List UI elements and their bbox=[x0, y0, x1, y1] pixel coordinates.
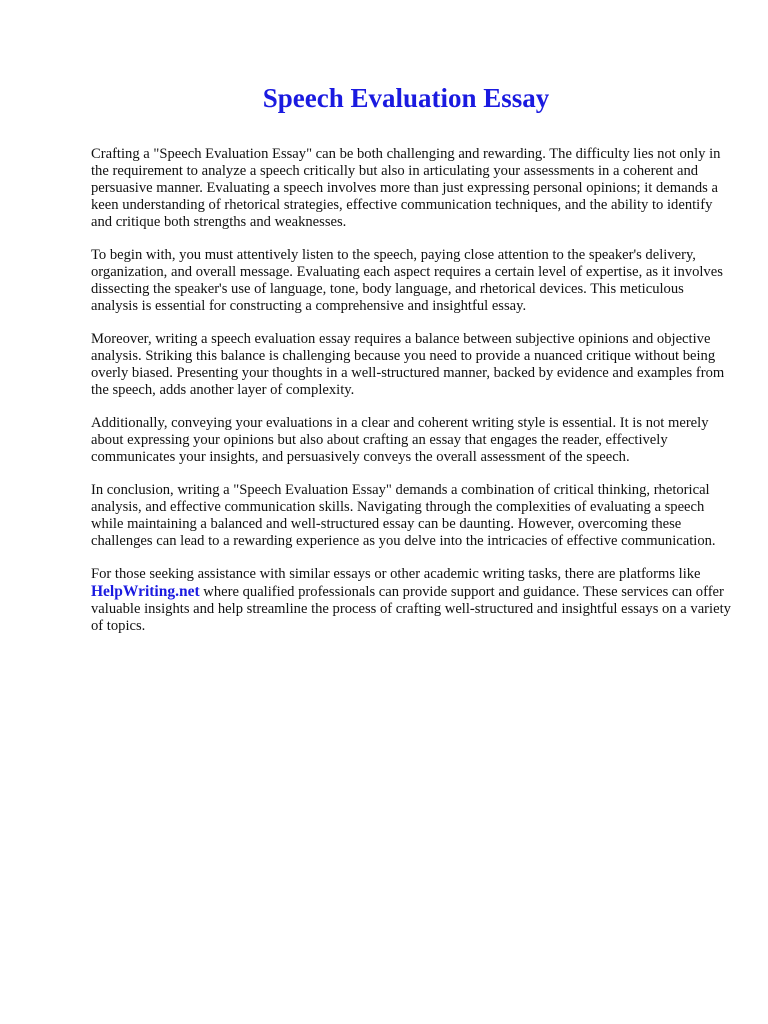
page-title: Speech Evaluation Essay bbox=[262, 83, 550, 113]
paragraph-conclusion: In conclusion, writing a "Speech Evaluation Essay" demands a combination of critical thinking, rhetorical analysis, and effective communication skills. Navigating through the complexities of evaluating a speech while maintaining a balanced and well-structured essay can be daunting. However, overcoming these challenges can lead to a rewarding experience as you delve into the intricacies of effective communication. bbox=[91, 482, 716, 549]
closing-text-before: For those seeking assistance with similar essays or other academic writing tasks, there are platforms like bbox=[91, 566, 701, 582]
document-body bbox=[91, 146, 731, 651]
helpwriting-link[interactable]: HelpWriting.net bbox=[91, 583, 200, 600]
closing-text-after: where qualified professionals can provide support and guidance. These services can offer valuable insights and help streamline the process of crafting well-structured and insightful essays on a variety of topics. bbox=[91, 584, 731, 634]
paragraph-intro: Crafting a "Speech Evaluation Essay" can be both challenging and rewarding. The difficulty lies not only in the requirement to analyze a speech critically but also in articulating your assessments in a coherent and persuasive manner. Evaluating a speech involves more than just expressing personal opinions; it demands a keen understanding of rhetorical strategies, effective communication techniques, and the ability to identify and critique both strengths and weaknesses. bbox=[91, 146, 721, 230]
paragraph-closing bbox=[91, 566, 731, 635]
paragraph-listening: To begin with, you must attentively listen to the speech, paying close attention to the speaker's delivery, organization, and overall message. Evaluating each aspect requires a certain level of expertise, as it involves dissecting the speaker's use of language, tone, body language, and rhetorical devices. This meticulous analysis is essential for constructing a comprehensive and insightful essay. bbox=[91, 247, 723, 314]
paragraph-style: Additionally, conveying your evaluations in a clear and coherent writing style is essential. It is not merely about expressing your opinions but also about crafting an essay that engages the reader, effectively communicates your insights, and persuasively conveys the overall assessment of the speech. bbox=[91, 415, 709, 465]
paragraph-balance: Moreover, writing a speech evaluation essay requires a balance between subjective opinions and objective analysis. Striking this balance is challenging because you need to provide a nuanced critique without being overly biased. Presenting your thoughts in a well-structured manner, backed by evidence and examples from the speech, adds another layer of complexity. bbox=[91, 331, 725, 398]
